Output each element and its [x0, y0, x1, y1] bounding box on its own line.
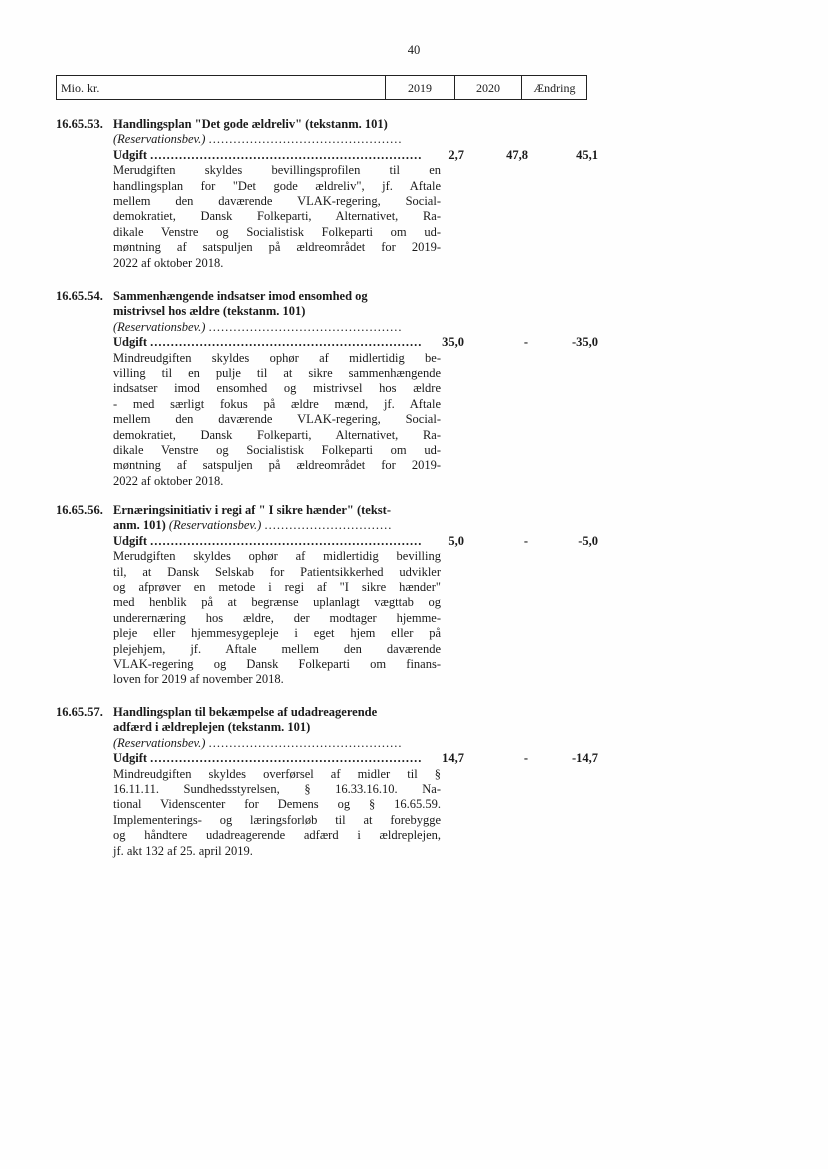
entry-body	[113, 117, 441, 271]
value-2020: -	[523, 751, 528, 766]
column-change-header: Ændring	[521, 76, 587, 99]
description-line: Merudgiften skyldes ophør af midlertidig bevilling	[113, 549, 441, 564]
value-2020: 47,8	[506, 147, 528, 162]
description-line: til, at Dansk Selskab for Patientsikkerhed udvikler	[113, 564, 441, 579]
leader-dots: ..................................................................	[150, 335, 423, 350]
account-number: 16.65.56.	[56, 503, 103, 517]
udgift-label: Udgift	[113, 751, 148, 766]
description-line: med henblik på at begrænse uplanlagt vægttab og	[113, 595, 441, 610]
value-2019: 2,7	[448, 147, 464, 162]
description-line: mellem den daværende VLAK-regering, Social-	[113, 412, 441, 427]
leader-dots: ...............................	[264, 518, 393, 533]
leader-dots: ...............................................	[208, 132, 403, 147]
entry-body	[113, 503, 441, 688]
description-line: demokratiet, Dansk Folkeparti, Alternativet, Ra-	[113, 427, 441, 442]
description-line: loven for 2019 af november 2018.	[113, 672, 284, 687]
description-line: underernæring hos ældre, der modtager hjemme-	[113, 610, 441, 625]
description-line: 2022 af oktober 2018.	[113, 255, 224, 270]
account-number: 16.65.54.	[56, 289, 103, 303]
value-change: -35,0	[571, 335, 598, 350]
description-line: og håndtere udadreagerende adfærd i ældreplejen,	[113, 828, 441, 843]
unit-label: Mio. kr.	[61, 81, 100, 95]
value-2019: 14,7	[442, 751, 464, 766]
leader-dots: ..................................................................	[150, 533, 423, 548]
description-line: møntning af satspuljen på ældreområdet for 2019-	[113, 240, 441, 255]
description-line: indsatser imod ensomhed og mistrivsel hos ældre	[113, 381, 441, 396]
reservation-label: (Reservationsbev.)	[113, 319, 206, 334]
value-change: 45,1	[576, 147, 598, 162]
description-line: pleje eller hjemmesygepleje i eget hjem eller på	[113, 626, 441, 641]
description-line: 2022 af oktober 2018.	[113, 473, 224, 488]
value-2019: 35,0	[442, 335, 464, 350]
description-line: jf. akt 132 af 25. april 2019.	[113, 843, 253, 858]
entry-title: Handlingsplan til bekæmpelse af udadreagerende	[113, 705, 378, 719]
value-2019: 5,0	[448, 533, 464, 548]
description-line: VLAK-regering og Dansk Folkeparti om finans-	[113, 656, 441, 671]
description-line: Mindreudgiften skyldes ophør af midlertidig be-	[113, 350, 441, 365]
account-number: 16.65.53.	[56, 117, 103, 131]
value-change: -5,0	[578, 533, 598, 548]
entry-body	[113, 289, 441, 489]
column-header-row	[56, 75, 587, 100]
reservation-label: (Reservationsbev.)	[113, 735, 206, 750]
description-line: handlingsplan for "Det gode ældreliv", jf. Aftale	[113, 178, 441, 193]
leader-dots: ...............................................	[208, 319, 403, 334]
description-line: møntning af satspuljen på ældreområdet for 2019-	[113, 458, 441, 473]
value-2020: -	[523, 533, 528, 548]
column-2019-header: 2019	[385, 76, 454, 99]
description-line: villing til en pulje til at sikre sammenhængende	[113, 365, 441, 380]
description-line: mellem den daværende VLAK-regering, Social-	[113, 193, 441, 208]
udgift-label: Udgift	[113, 335, 148, 350]
leader-dots: ..................................................................	[150, 147, 423, 162]
account-number: 16.65.57.	[56, 705, 103, 719]
entry-title: Sammenhængende indsatser imod ensomhed og	[113, 289, 368, 303]
description-line: - med særligt fokus på ældre mænd, jf. Aftale	[113, 396, 441, 411]
leader-dots: ..................................................................	[150, 751, 423, 766]
description-line: tional Videnscenter for Demens og § 16.65.59.	[113, 797, 441, 812]
description-line: Merudgiften skyldes bevillingsprofilen til en	[113, 163, 441, 178]
reservation-label: (Reservationsbev.)	[113, 132, 206, 147]
entry-title: mistrivsel hos ældre (tekstanm. 101)	[113, 304, 306, 319]
description-line: 16.11.11. Sundhedsstyrelsen, § 16.33.16.10. Na-	[113, 781, 441, 796]
description-line: plejehjem, jf. Aftale mellem den daværende	[113, 641, 441, 656]
entry-body	[113, 705, 441, 859]
description-line: dikale Venstre og Socialistisk Folkeparti om ud-	[113, 442, 441, 457]
entry-title: adfærd i ældreplejen (tekstanm. 101)	[113, 720, 311, 735]
entry-title: anm. 101)	[113, 518, 166, 533]
udgift-label: Udgift	[113, 147, 148, 162]
value-2020: -	[523, 335, 528, 350]
leader-dots: ...............................................	[208, 735, 403, 750]
entry-title: Ernæringsinitiativ i regi af " I sikre hænder" (tekst-	[113, 503, 391, 517]
description-line: dikale Venstre og Socialistisk Folkeparti om ud-	[113, 224, 441, 239]
description-line: demokratiet, Dansk Folkeparti, Alternativet, Ra-	[113, 209, 441, 224]
entry-title: Handlingsplan "Det gode ældreliv" (tekstanm. 101)	[113, 117, 388, 131]
column-2020-header: 2020	[454, 76, 521, 99]
description-line: og afprøver en metode i regi af "I sikre hænder"	[113, 579, 441, 594]
reservation-label: (Reservationsbev.)	[168, 518, 262, 533]
value-change: -14,7	[571, 751, 598, 766]
page-number: 40	[407, 43, 421, 57]
description-line: Mindreudgiften skyldes overførsel af midler til §	[113, 766, 441, 781]
udgift-label: Udgift	[113, 533, 148, 548]
description-line: Implementerings- og læringsforløb til at forebygge	[113, 812, 441, 827]
